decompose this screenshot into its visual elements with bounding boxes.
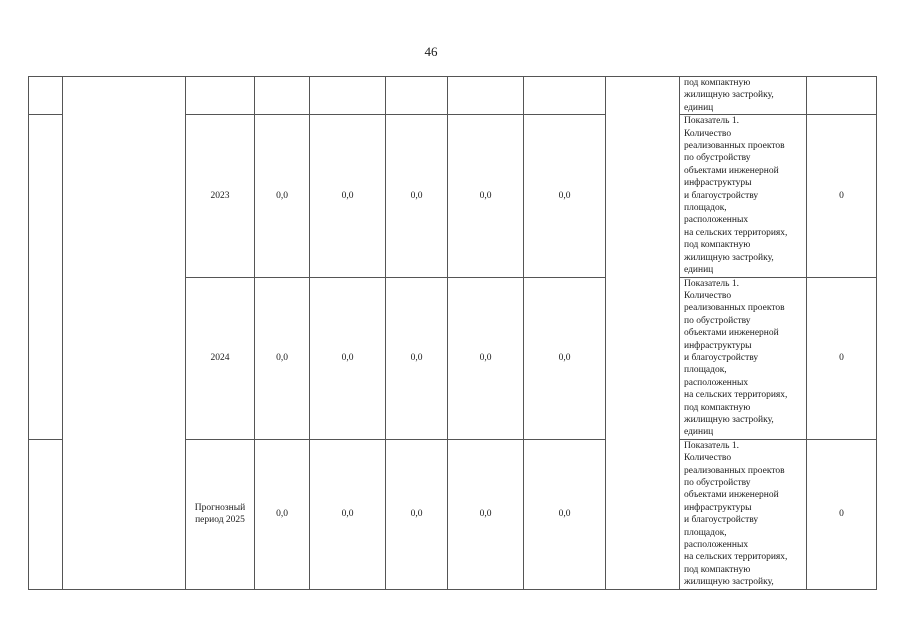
value-cell: 0,0	[310, 439, 386, 589]
year-cell: Прогнозный период 2025	[186, 439, 255, 589]
table-cell	[255, 77, 310, 115]
table-cell	[524, 77, 606, 115]
merged-executor-cell	[606, 77, 680, 590]
page-number: 46	[424, 44, 438, 59]
indicator-cell: под компактную жилищную застройку, единиц	[680, 77, 807, 115]
value-cell: 0,0	[255, 277, 310, 439]
table-cell	[186, 77, 255, 115]
table-row	[29, 77, 877, 115]
table-cell	[448, 77, 524, 115]
value-cell: 0,0	[255, 115, 310, 277]
value-cell: 0,0	[386, 439, 448, 589]
target-cell: 0	[807, 439, 877, 589]
table-cell	[310, 77, 386, 115]
value-cell: 0,0	[448, 115, 524, 277]
value-cell: 0,0	[448, 277, 524, 439]
merged-name-cell	[63, 77, 186, 590]
value-cell: 0,0	[310, 277, 386, 439]
indicator-cell: Показатель 1. Количество реализованных проектов по обустройству объектами инженерной инфраструктуры и благоустройству площадок, расположенных на сельских территориях, под компактную жилищную застройку, единиц	[680, 115, 807, 277]
table-cell	[29, 77, 63, 115]
indicator-cell: Показатель 1. Количество реализованных проектов по обустройству объектами инженерной инфраструктуры и благоустройству площадок, расположенных на сельских территориях, под компактную жилищную застройку,	[680, 439, 807, 589]
target-cell: 0	[807, 277, 877, 439]
value-cell: 0,0	[524, 277, 606, 439]
year-cell: 2024	[186, 277, 255, 439]
table-cell	[386, 77, 448, 115]
value-cell: 0,0	[255, 439, 310, 589]
year-cell: 2023	[186, 115, 255, 277]
value-cell: 0,0	[448, 439, 524, 589]
value-cell: 0,0	[386, 115, 448, 277]
value-cell: 0,0	[524, 439, 606, 589]
value-cell: 0,0	[310, 115, 386, 277]
value-cell: 0,0	[386, 277, 448, 439]
data-table	[28, 76, 877, 590]
table-cell	[29, 439, 63, 589]
table-cell	[807, 77, 877, 115]
value-cell: 0,0	[524, 115, 606, 277]
merged-number-cell	[29, 115, 63, 440]
indicator-cell: Показатель 1. Количество реализованных проектов по обустройству объектами инженерной инфраструктуры и благоустройству площадок, расположенных на сельских территориях, под компактную жилищную застройку, единиц	[680, 277, 807, 439]
target-cell: 0	[807, 115, 877, 277]
